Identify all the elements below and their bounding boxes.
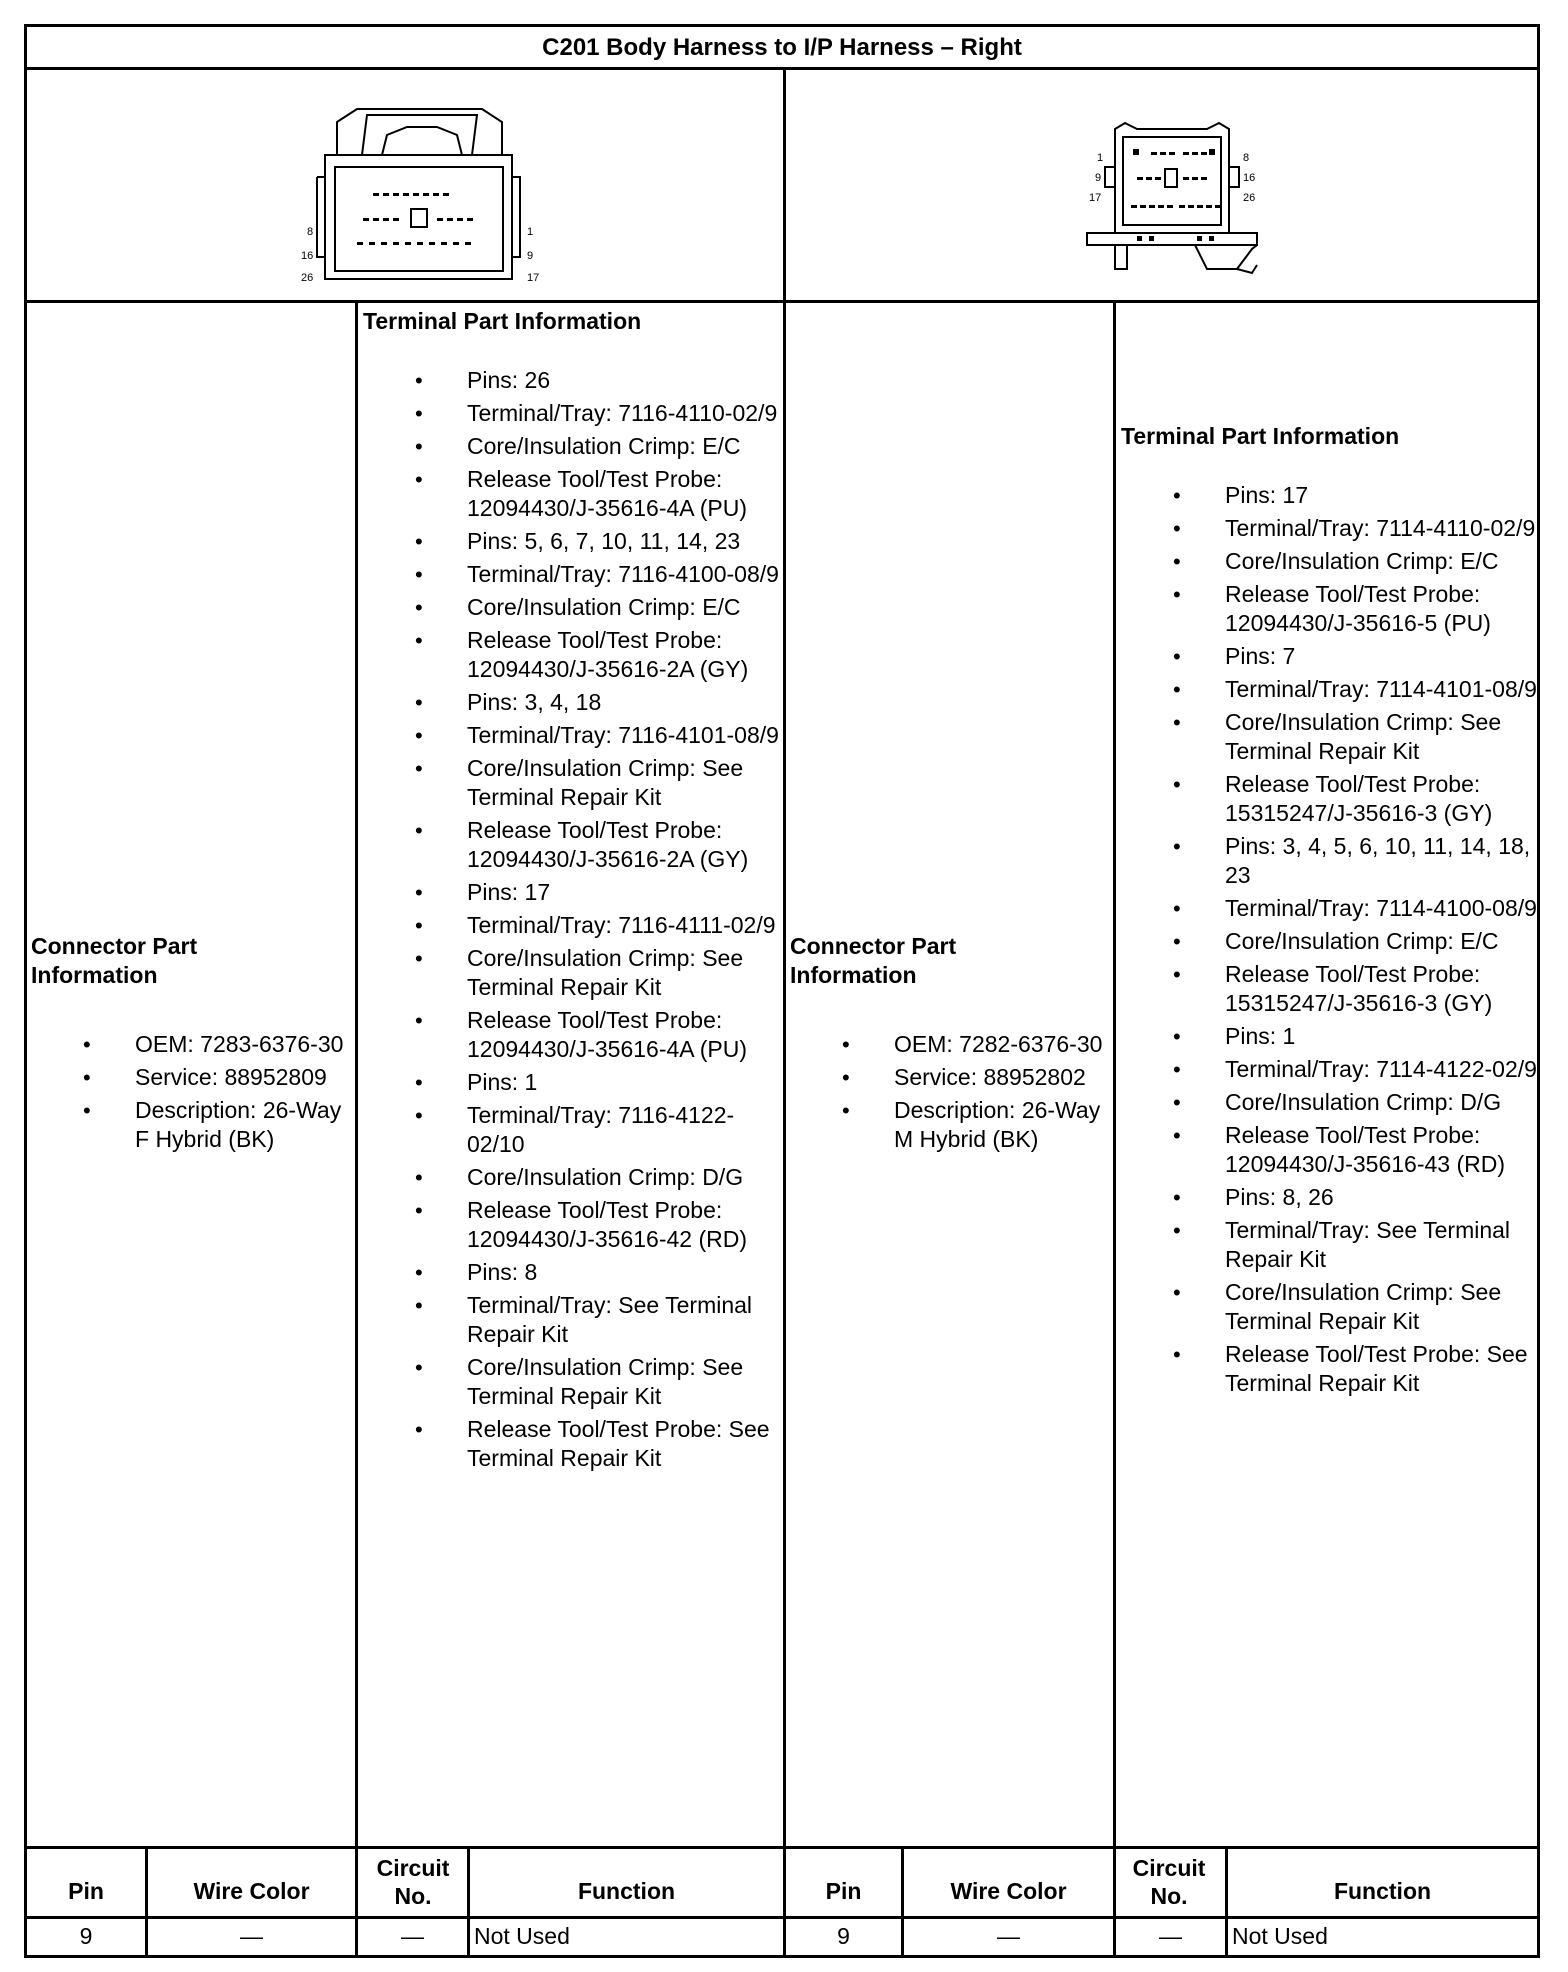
- divider: [27, 300, 1537, 303]
- list-item: • Release Tool/Test Probe: 15315247/J-35616-3 (GY): [1121, 960, 1537, 1018]
- list-item: • Terminal/Tray: 7116-4101-08/9: [363, 721, 781, 750]
- cell-wire-color: —: [997, 1923, 1020, 1949]
- list-item: • Pins: 26: [363, 366, 781, 395]
- list-item: • Core/Insulation Crimp: E/C: [1121, 547, 1537, 576]
- list-item: • Release Tool/Test Probe: See Terminal Repair Kit: [363, 1415, 781, 1473]
- terminal-group: [363, 1258, 781, 1473]
- pin-label: 1: [1097, 152, 1104, 164]
- pin-label: 17: [1089, 192, 1102, 204]
- pin-label: 17: [527, 272, 540, 282]
- header-circuit-no: Circuit No.: [376, 1855, 450, 1909]
- header-circuit-no: Circuit No.: [1132, 1855, 1206, 1909]
- list-item: • Terminal/Tray: 7114-4101-08/9: [1121, 675, 1537, 704]
- list-item: • Terminal/Tray: 7116-4122-02/10: [363, 1101, 781, 1159]
- terminal-group: [363, 688, 781, 874]
- page-title: C201 Body Harness to I/P Harness – Right: [542, 34, 1022, 61]
- right-terminal-info: [1121, 422, 1537, 1402]
- section-heading: Connector Part Information: [790, 933, 957, 988]
- divider: [783, 67, 786, 1958]
- list-item: • Terminal/Tray: 7116-4111-02/9: [363, 911, 781, 940]
- divider: [27, 67, 1537, 70]
- section-heading: Terminal Part Information: [1121, 423, 1400, 449]
- list-item: • Release Tool/Test Probe: 12094430/J-35616-5 (PU): [1121, 580, 1537, 638]
- list-item: • Description: 26-Way F Hybrid (BK): [31, 1096, 353, 1154]
- list-item: • Core/Insulation Crimp: See Terminal Repair Kit: [1121, 708, 1537, 766]
- female-connector-diagram: [277, 97, 557, 282]
- list-item: • Pins: 17: [1121, 481, 1537, 510]
- cell-circuit-no: —: [401, 1923, 424, 1949]
- pin-label: 8: [1243, 152, 1250, 164]
- list-item: • Core/Insulation Crimp: See Terminal Repair Kit: [1121, 1278, 1537, 1336]
- list-item: • Service: 88952802: [790, 1063, 1112, 1092]
- left-connector-info: [31, 932, 353, 1158]
- list-item: • Core/Insulation Crimp: D/G: [1121, 1088, 1537, 1117]
- header-function: Function: [1333, 1878, 1432, 1904]
- list-item: • Release Tool/Test Probe: 12094430/J-35616-43 (RD): [1121, 1121, 1537, 1179]
- list-item: • Terminal/Tray: 7114-4110-02/9: [1121, 514, 1537, 543]
- cell-wire-color: —: [240, 1923, 263, 1949]
- terminal-group: [1121, 481, 1537, 638]
- list-item: • Core/Insulation Crimp: E/C: [1121, 927, 1537, 956]
- pin-label: 1: [527, 226, 534, 238]
- list-item: • Service: 88952809: [31, 1063, 353, 1092]
- list-item: • Pins: 8: [363, 1258, 781, 1287]
- list-item: • Terminal/Tray: 7116-4110-02/9: [363, 399, 781, 428]
- list-item: • Terminal/Tray: See Terminal Repair Kit: [363, 1291, 781, 1349]
- list-item: • Core/Insulation Crimp: See Terminal Repair Kit: [363, 1353, 781, 1411]
- cell-circuit-no: —: [1159, 1923, 1182, 1949]
- connector-table: [24, 24, 1540, 1958]
- divider: [1113, 300, 1116, 1958]
- cell-pin: 9: [79, 1923, 93, 1949]
- header-pin: Pin: [68, 1878, 104, 1904]
- list-item: • Core/Insulation Crimp: E/C: [363, 593, 781, 622]
- terminal-group: [1121, 1022, 1537, 1179]
- divider: [27, 1846, 1537, 1849]
- list-item: • OEM: 7282-6376-30: [790, 1030, 1112, 1059]
- list-item: • Core/Insulation Crimp: D/G: [363, 1163, 781, 1192]
- cell-function: Not Used: [1232, 1923, 1328, 1949]
- section-heading: Connector Part Information: [31, 933, 198, 988]
- pin-label: 26: [301, 272, 314, 282]
- terminal-group: [363, 1068, 781, 1254]
- list-item: • Core/Insulation Crimp: See Terminal Repair Kit: [363, 754, 781, 812]
- list-item: • Pins: 3, 4, 18: [363, 688, 781, 717]
- list-item: • Pins: 1: [1121, 1022, 1537, 1051]
- pin-label: 16: [301, 250, 314, 262]
- right-connector-info: [790, 932, 1112, 1158]
- list-item: • Pins: 1: [363, 1068, 781, 1097]
- list-item: • Core/Insulation Crimp: E/C: [363, 432, 781, 461]
- list-item: • Release Tool/Test Probe: 12094430/J-35616-2A (GY): [363, 626, 781, 684]
- list-item: • Pins: 5, 6, 7, 10, 11, 14, 23: [363, 527, 781, 556]
- cell-function: Not Used: [474, 1923, 570, 1949]
- header-pin: Pin: [825, 1878, 862, 1904]
- terminal-group: [1121, 642, 1537, 828]
- terminal-group: [363, 527, 781, 684]
- header-wire-color: Wire Color: [950, 1878, 1067, 1904]
- pin-label: 9: [1095, 172, 1102, 184]
- list-item: • Release Tool/Test Probe: 12094430/J-35616-42 (RD): [363, 1196, 781, 1254]
- terminal-group: [1121, 1183, 1537, 1398]
- list-item: • Release Tool/Test Probe: 12094430/J-35616-4A (PU): [363, 1006, 781, 1064]
- header-function: Function: [577, 1878, 676, 1904]
- list-item: • Release Tool/Test Probe: 12094430/J-35616-4A (PU): [363, 465, 781, 523]
- list-item: • Pins: 7: [1121, 642, 1537, 671]
- list-item: • Description: 26-Way M Hybrid (BK): [790, 1096, 1112, 1154]
- list-item: • Release Tool/Test Probe: 12094430/J-35616-2A (GY): [363, 816, 781, 874]
- list-item: • Terminal/Tray: See Terminal Repair Kit: [1121, 1216, 1537, 1274]
- list-item: • Release Tool/Test Probe: 15315247/J-35616-3 (GY): [1121, 770, 1537, 828]
- pin-label: 9: [527, 250, 534, 262]
- divider: [355, 300, 358, 1958]
- male-connector-diagram: [1047, 117, 1307, 297]
- terminal-group: [1121, 832, 1537, 1018]
- header-wire-color: Wire Color: [193, 1878, 310, 1904]
- list-item: • Terminal/Tray: 7114-4100-08/9: [1121, 894, 1537, 923]
- list-item: • Terminal/Tray: 7114-4122-02/9: [1121, 1055, 1537, 1084]
- terminal-group: [363, 878, 781, 1064]
- list-item: • Pins: 3, 4, 5, 6, 10, 11, 14, 18, 23: [1121, 832, 1537, 890]
- list-item: • OEM: 7283-6376-30: [31, 1030, 353, 1059]
- list-item: • Core/Insulation Crimp: See Terminal Repair Kit: [363, 944, 781, 1002]
- list-item: • Pins: 17: [363, 878, 781, 907]
- terminal-group: [363, 366, 781, 523]
- pin-label: 8: [307, 226, 314, 238]
- pin-label: 16: [1243, 172, 1256, 184]
- list-item: • Terminal/Tray: 7116-4100-08/9: [363, 560, 781, 589]
- list-item: • Release Tool/Test Probe: See Terminal Repair Kit: [1121, 1340, 1537, 1398]
- section-heading: Terminal Part Information: [363, 308, 642, 334]
- left-terminal-info: [363, 307, 781, 1477]
- cell-pin: 9: [837, 1923, 850, 1949]
- pin-label: 26: [1243, 192, 1256, 204]
- list-item: • Pins: 8, 26: [1121, 1183, 1537, 1212]
